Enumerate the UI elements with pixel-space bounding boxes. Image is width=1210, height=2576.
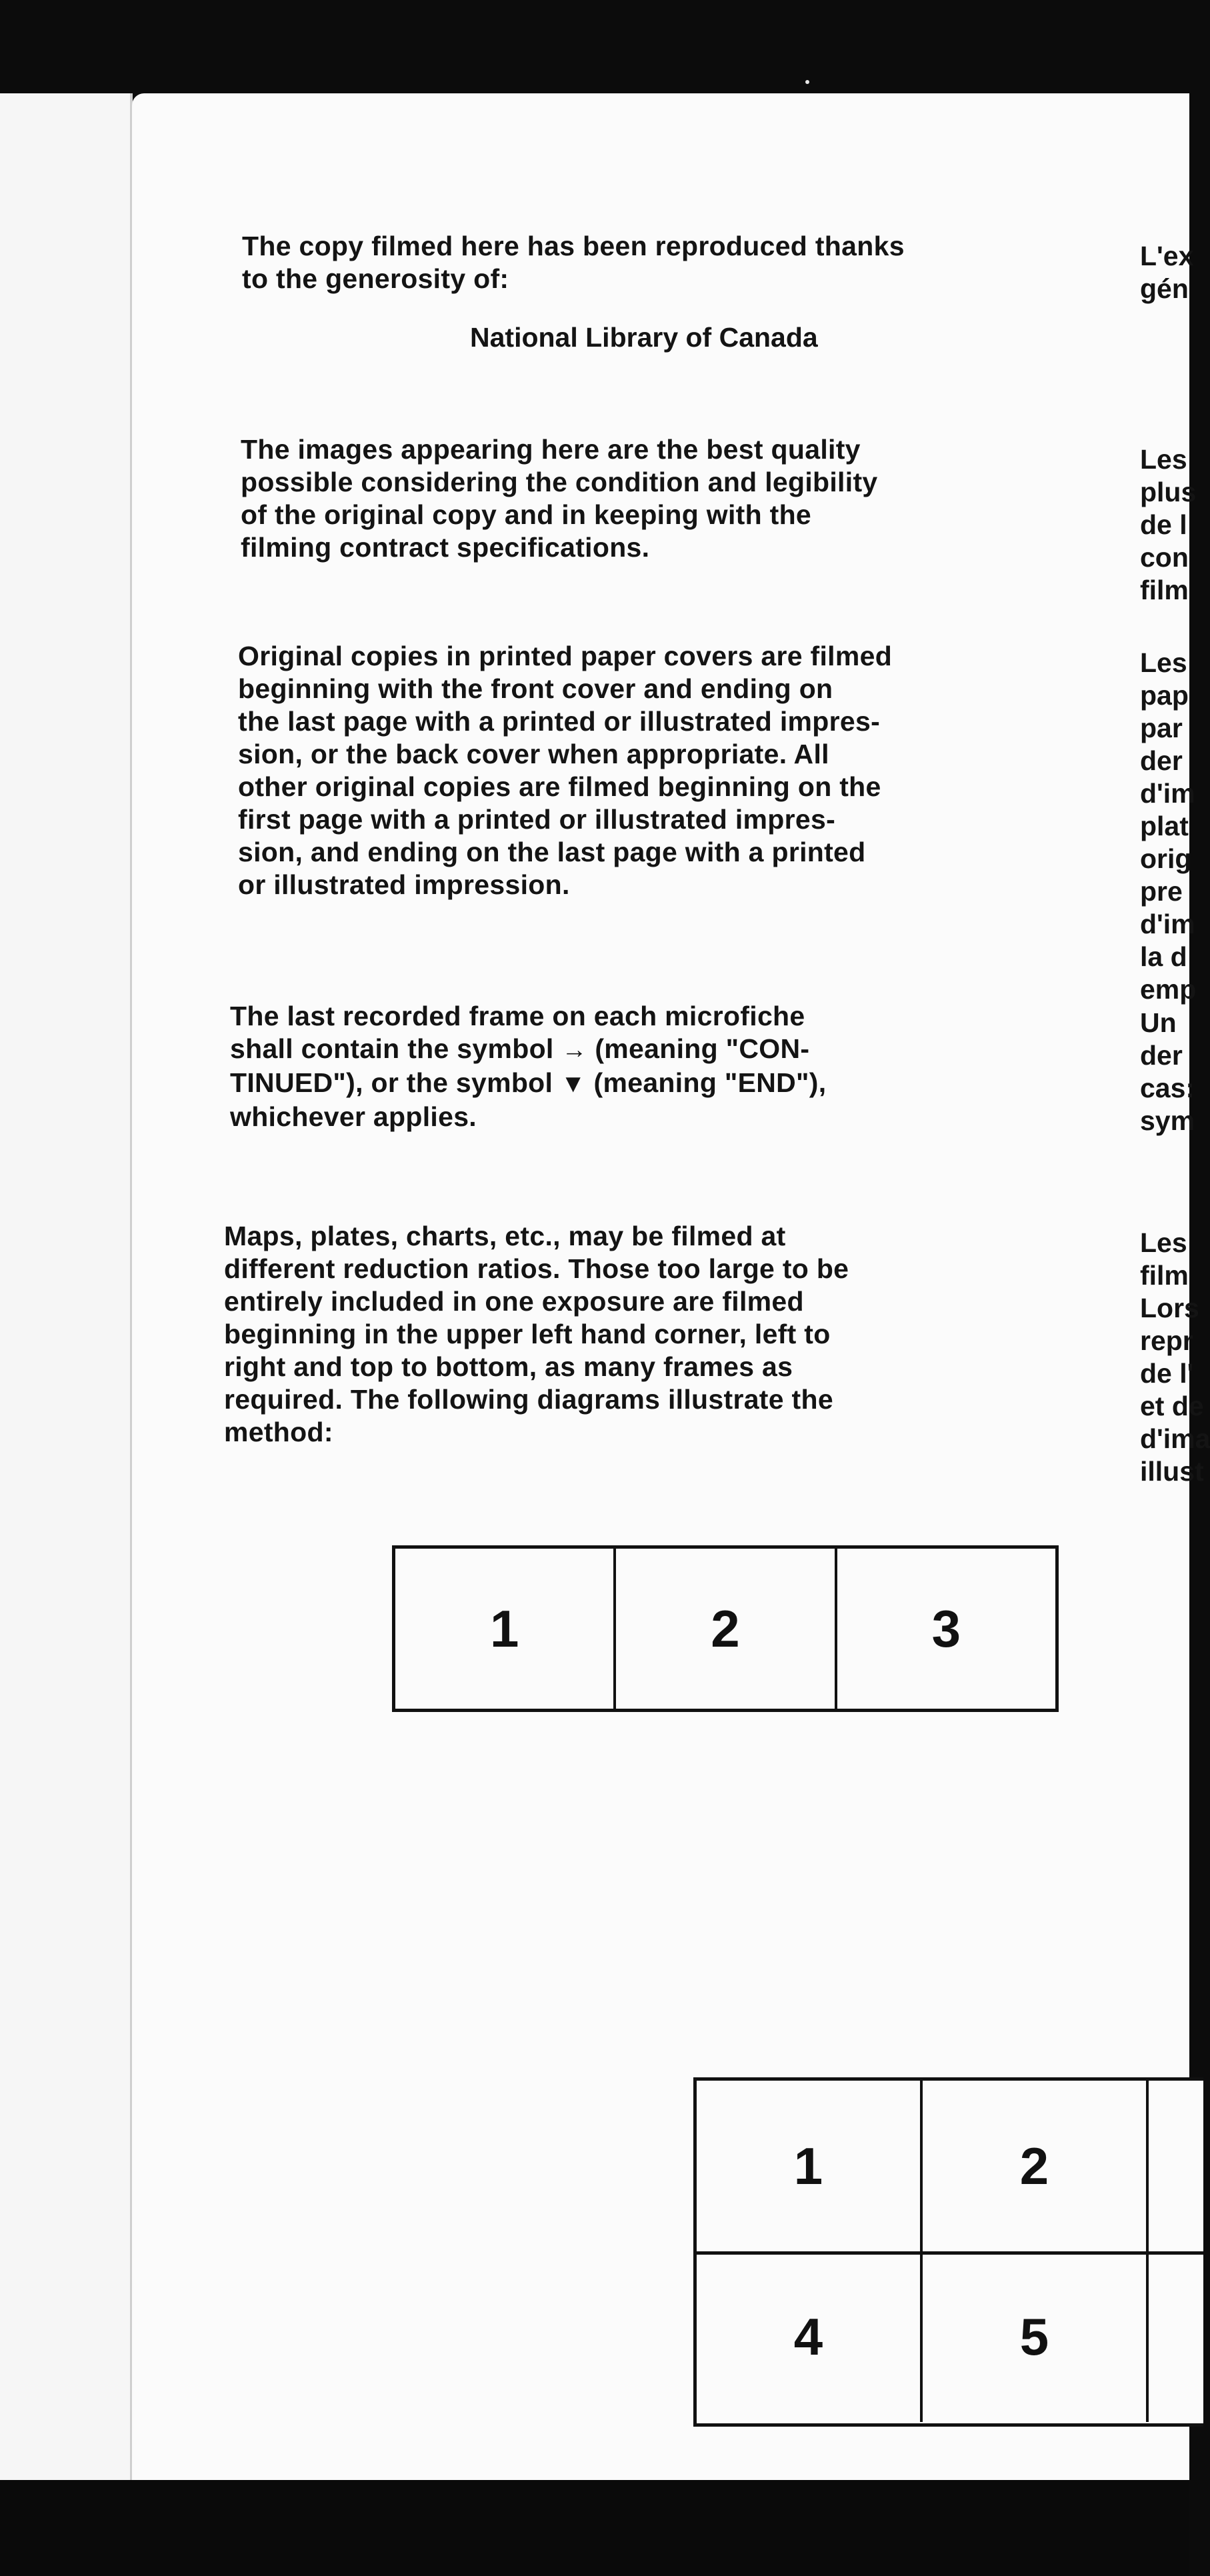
continued-arrow-icon: → — [561, 1036, 587, 1064]
frame-number: 3 — [931, 1599, 961, 1658]
frame-cell — [395, 1549, 616, 1709]
frame-cell — [697, 2081, 923, 2251]
frame-order-diagram-grid — [693, 2077, 1203, 2427]
symbols-text-3: (meaning "END"), whichever applies. — [230, 1067, 827, 1132]
frame-number: 1 — [793, 2136, 823, 2195]
grid-row — [697, 2081, 1203, 2255]
symbols-paragraph — [230, 1000, 1030, 1133]
frame-cell — [697, 2251, 923, 2422]
thanks-paragraph: The copy filmed here has been reproduced thanks to the generosity of: — [242, 231, 905, 294]
frame-number: 5 — [1019, 2307, 1049, 2366]
maps-paragraph: Maps, plates, charts, etc., may be filmed at different reduction ratios. Those too large to be entirely included in one exposure are filmed beginning in the upper left hand corner, left to right and top to bottom, as many frames as required. The following diagrams illustrate the method: — [224, 1221, 849, 1447]
french-fragment-1: L'ex gén — [1140, 241, 1194, 304]
quality-paragraph: The images appearing here are the best quality possible considering the condition and legibility of the original copy and in keeping with the filming contract specifications. — [241, 434, 878, 563]
frame-cell — [923, 2251, 1149, 2422]
frame-order-diagram-row — [392, 1545, 1059, 1712]
adjacent-page-edge — [0, 93, 133, 2480]
film-border-bottom — [0, 2480, 1189, 2576]
credit-line: National Library of Canada — [470, 322, 818, 353]
symbols-text-2: (meaning "CON- TINUED"), or the symbol — [230, 1033, 810, 1098]
frame-number: 1 — [489, 1599, 519, 1658]
frame-cell — [923, 2081, 1149, 2251]
french-fragment-4: Un der cas: sym — [1140, 1007, 1195, 1136]
frame-cell — [837, 1549, 1055, 1709]
frame-number: 4 — [793, 2307, 823, 2366]
grid-row — [697, 2251, 1203, 2422]
frame-number: 2 — [1019, 2136, 1049, 2195]
covers-paragraph: Original copies in printed paper covers are filmed beginning with the front cover and ending on the last page with a printed or illustrated impres- sion, or the back cover when appropriate. All other original copies are filmed beginning on the first page with a printed or illustrated impres- sion, and ending on the last page with a printed or illustrated impression. — [238, 641, 893, 900]
french-fragment-2: Les plus de l con film — [1140, 444, 1197, 605]
frame-number: 2 — [711, 1599, 740, 1658]
frame-cell — [616, 1549, 837, 1709]
end-triangle-icon: ▼ — [560, 1070, 586, 1098]
symbols-text-1: The last recorded frame on each microfiche shall contain the symbol — [230, 1001, 805, 1064]
french-fragment-3: Les pap par der d'im plat orig pre d'im la d emp — [1140, 647, 1197, 1005]
french-fragment-5: Les film Lors repr de l' et de d'ima illust — [1140, 1227, 1210, 1487]
